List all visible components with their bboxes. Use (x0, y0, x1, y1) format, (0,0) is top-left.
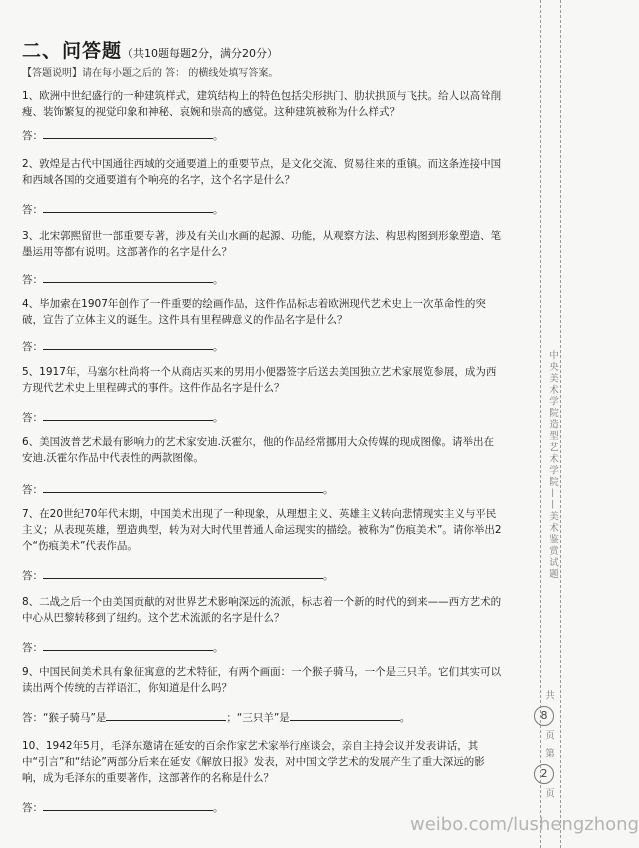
answer-part-2: “三只羊”是 (236, 712, 290, 724)
page-total-suffix: 页 (543, 730, 554, 742)
answer-blank[interactable] (43, 202, 213, 213)
answer-blank[interactable] (43, 640, 213, 651)
answer-instructions: 【答题说明】请在每小题之后的 答： 的横线处填写答案。 (22, 68, 279, 79)
answer-line-7[interactable] (22, 568, 334, 583)
answer-line-8[interactable] (22, 640, 224, 655)
question-2: 2、敦煌是古代中国通往西域的交通要道上的重要节点，是文化交流、贸易往来的重镇。而这条连接中国和西域各国的交通要道有个响亮的名字，这个名字是什么？ (22, 158, 502, 186)
answer-suffix: 。 (213, 802, 224, 814)
answer-label: 答： (22, 712, 43, 724)
answer-suffix: 。 (399, 712, 411, 724)
answer-blank[interactable] (43, 339, 213, 350)
margin-vertical-label: 中央美术学院造型艺术学院——美术鉴赏试题 (547, 350, 558, 580)
answer-blank[interactable] (43, 410, 213, 421)
answer-blank[interactable] (43, 800, 213, 811)
question-8: 8、二战之后一个由美国贡献的对世界艺术影响深远的流派，标志着一个新的时代的到来——西方艺术的中心从巴黎转移到了纽约。这个艺术流派的名字是什么？ (22, 596, 502, 624)
answer-line-9[interactable] (22, 710, 410, 725)
page-total-prefix: 共 (543, 690, 554, 702)
section-note: （共10题每题2分，满分20分） (122, 47, 279, 60)
page-total-circle: 8 (534, 706, 554, 726)
question-9: 9、中国民间美术具有象征寓意的艺术特征，有两个画面：一个猴子骑马，一个是三只羊。它们其实可以读出两个传统的吉祥语汇，你知道是什么吗？ (22, 666, 502, 694)
answer-label: 答： (22, 204, 43, 216)
answer-line-10[interactable] (22, 800, 224, 815)
question-10: 10、1942年5月，毛泽东邀请在延安的百余作家艺术家举行座谈会，亲自主持会议并发表讲话，其中“引言”和“结论”两部分后来在延安《解放日报》发表，对中国文学艺术的发展产生了重大深远的影响，成为毛泽东的重要著作，这部著作的名称是什么？ (22, 740, 485, 784)
answer-line-6[interactable] (22, 482, 334, 497)
answer-label: 答： (22, 802, 43, 814)
answer-suffix: 。 (213, 130, 224, 142)
answer-blank[interactable] (43, 482, 323, 493)
question-1: 1、欧洲中世纪盛行的一种建筑样式，建筑结构上的特色包括尖形拱门、肋状拱顶与飞扶。给人以高耸削瘦、装饰繁复的视觉印象和神秘、哀婉和崇高的感觉。这种建筑被称为什么样式？ (22, 90, 502, 118)
answer-blank-2[interactable] (290, 710, 400, 721)
answer-line-1[interactable] (22, 128, 224, 143)
section-title (22, 36, 278, 63)
answer-suffix: 。 (213, 341, 224, 353)
answer-part-1: “猴子骑马”是 (43, 712, 107, 724)
answer-line-3[interactable] (22, 272, 224, 287)
answer-label: 答： (22, 570, 43, 582)
answer-line-2[interactable] (22, 202, 224, 217)
page-current-suffix: 页 (543, 788, 554, 800)
answer-label: 答： (22, 484, 43, 496)
answer-blank-1[interactable] (106, 710, 226, 721)
answer-suffix: 。 (323, 570, 334, 582)
watermark: weibo.com/lushengzhong (410, 814, 639, 835)
answer-label: 答： (22, 642, 43, 654)
page-current-circle: 2 (534, 764, 554, 784)
answer-line-4[interactable] (22, 339, 224, 354)
answer-blank[interactable] (43, 128, 213, 139)
answer-blank[interactable] (43, 272, 213, 283)
question-5: 5、1917年，马塞尔杜尚将一个从商店买来的男用小便器签字后送去美国独立艺术家展览参展，成为西方现代艺术史上里程碑式的事件。这件作品名字是什么？ (22, 366, 497, 394)
question-6: 6、美国波普艺术最有影响力的艺术家安迪.沃霍尔，他的作品经常挪用大众传媒的现成图像。请举出在安迪.沃霍尔作品中代表性的两款图像。 (22, 436, 495, 464)
answer-line-5[interactable] (22, 410, 224, 425)
margin-dashed-line (560, 0, 561, 848)
question-7: 7、在20世纪70年代末期，中国美术出现了一种现象，从理想主义、英雄主义转向悲情现实主义与平民主义；从表现英雄，塑造典型，转为对大时代里普通人命运现实的描绘。被称为“伤痕美术”。请你举出2个“伤痕美术”代表作品。 (22, 508, 502, 552)
answer-label: 答： (22, 130, 43, 142)
answer-suffix: 。 (213, 274, 224, 286)
section-heading: 二、问答题 (22, 40, 123, 62)
answer-suffix: 。 (323, 484, 334, 496)
answer-suffix: 。 (213, 412, 224, 424)
answer-blank[interactable] (43, 568, 323, 579)
answer-suffix: 。 (213, 204, 224, 216)
answer-separator: ； (226, 712, 237, 724)
question-4: 4、毕加索在1907年创作了一件重要的绘画作品，这件作品标志着欧洲现代艺术史上一次革命性的突破，宣告了立体主义的诞生。这件具有里程碑意义的作品名字是什么？ (22, 298, 486, 326)
question-3: 3、北宋郭熙留世一部重要专著，涉及有关山水画的起源、功能，从观察方法、构思构图到形象塑造、笔墨运用等都有说明。这部著作的名字是什么？ (22, 230, 502, 258)
answer-label: 答： (22, 412, 43, 424)
answer-label: 答： (22, 341, 43, 353)
answer-suffix: 。 (213, 642, 224, 654)
answer-label: 答： (22, 274, 43, 286)
page-current-prefix: 第 (543, 748, 554, 760)
